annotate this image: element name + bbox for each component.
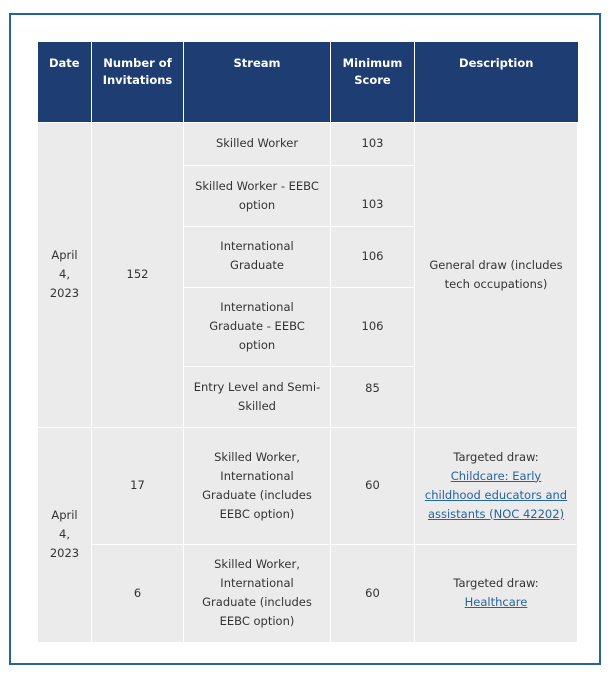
stream-cell: Skilled Worker, International Graduate (includes EEBC option)	[184, 544, 331, 642]
healthcare-link[interactable]: Healthcare	[464, 595, 528, 609]
stream-cell: International Graduate - EEBC option	[184, 287, 331, 366]
invitations-cell: 6	[92, 544, 184, 642]
header-description: Description	[415, 42, 578, 122]
stream-cell: Skilled Worker - EEBC option	[184, 165, 331, 226]
invitations-cell: 17	[92, 427, 184, 544]
score-cell: 85	[331, 366, 415, 427]
description-cell	[415, 544, 578, 642]
content-frame	[9, 13, 601, 665]
header-date: Date	[38, 42, 92, 122]
table-row	[38, 427, 578, 544]
score-cell: 60	[331, 544, 415, 642]
date-cell: April 4, 2023	[38, 427, 92, 642]
table-row	[38, 544, 578, 642]
description-prefix: Targeted draw:	[453, 576, 539, 590]
score-cell: 106	[331, 226, 415, 287]
childcare-link[interactable]: Childcare: Early childhood educators and assistants (NOC 42202)	[424, 468, 568, 521]
score-cell: 106	[331, 287, 415, 366]
stream-cell: Entry Level and Semi-Skilled	[184, 366, 331, 427]
header-stream: Stream	[184, 42, 331, 122]
stream-cell: Skilled Worker, International Graduate (includes EEBC option)	[184, 427, 331, 544]
stream-cell: International Graduate	[184, 226, 331, 287]
description-cell: General draw (includes tech occupations)	[415, 122, 578, 427]
draw-results-table	[37, 42, 578, 643]
table-header-row	[38, 42, 578, 122]
score-cell: 103	[331, 122, 415, 165]
header-minimum-score: Minimum Score	[331, 42, 415, 122]
table-row	[38, 122, 578, 165]
description-prefix: Targeted draw:	[453, 449, 539, 464]
description-cell	[415, 427, 578, 544]
stream-cell: Skilled Worker	[184, 122, 331, 165]
score-cell: 103	[331, 165, 415, 226]
score-cell: 60	[331, 427, 415, 544]
header-number-of-invitations: Number of Invitations	[92, 42, 184, 122]
invitations-cell: 152	[92, 122, 184, 427]
date-cell: April 4, 2023	[38, 122, 92, 427]
